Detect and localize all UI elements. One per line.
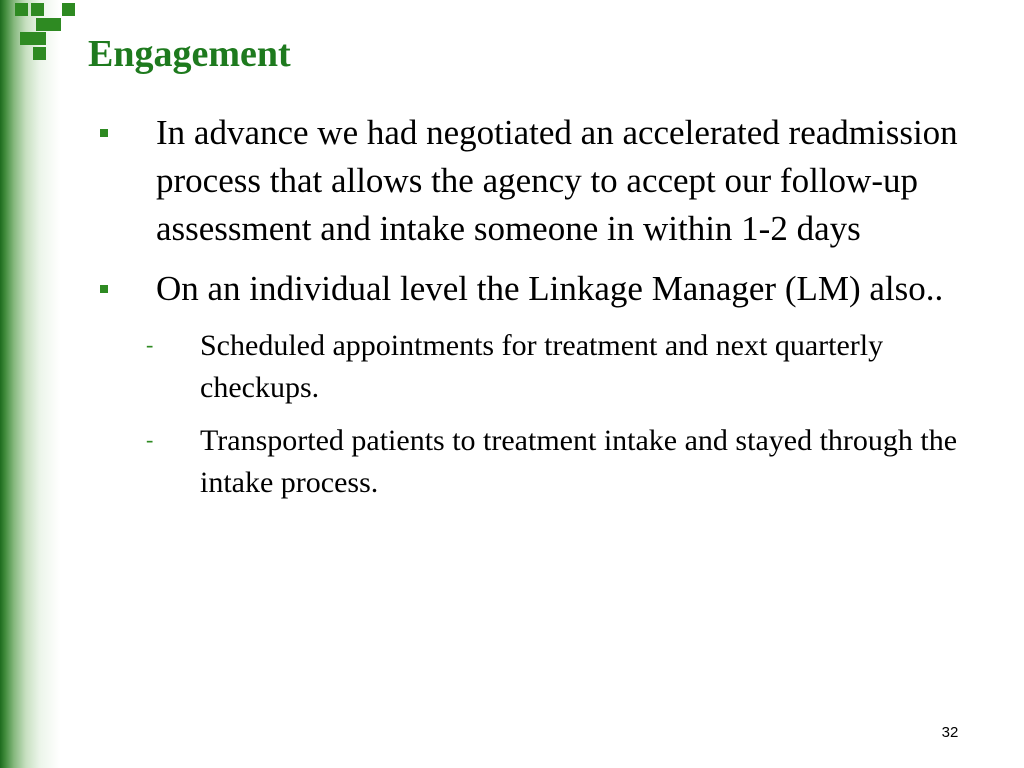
checkerboard-logo-icon <box>0 0 90 70</box>
dash-bullet-icon: - <box>146 427 154 452</box>
slide-title: Engagement <box>88 33 291 75</box>
bullet-item <box>96 265 976 313</box>
square-bullet-icon <box>100 285 108 293</box>
slide-body <box>96 109 976 515</box>
bullet-text: In advance we had negotiated an accelerated readmission process that allows the agency to accept our follow-up assessment and intake someone in within 1-2 days <box>156 113 958 248</box>
left-edge-gradient <box>0 0 60 768</box>
sub-bullet-text: Transported patients to treatment intake and stayed through the intake process. <box>200 424 958 499</box>
sub-bullet-item <box>96 325 976 409</box>
page-number: 32 <box>941 724 959 741</box>
sub-bullet-text: Scheduled appointments for treatment and next quarterly checkups. <box>200 329 884 404</box>
bullet-text: On an individual level the Linkage Manager (LM) also.. <box>156 269 944 308</box>
sub-bullet-item <box>96 420 976 504</box>
dash-bullet-icon: - <box>146 332 154 357</box>
square-bullet-icon <box>100 129 108 137</box>
bullet-item <box>96 109 976 253</box>
